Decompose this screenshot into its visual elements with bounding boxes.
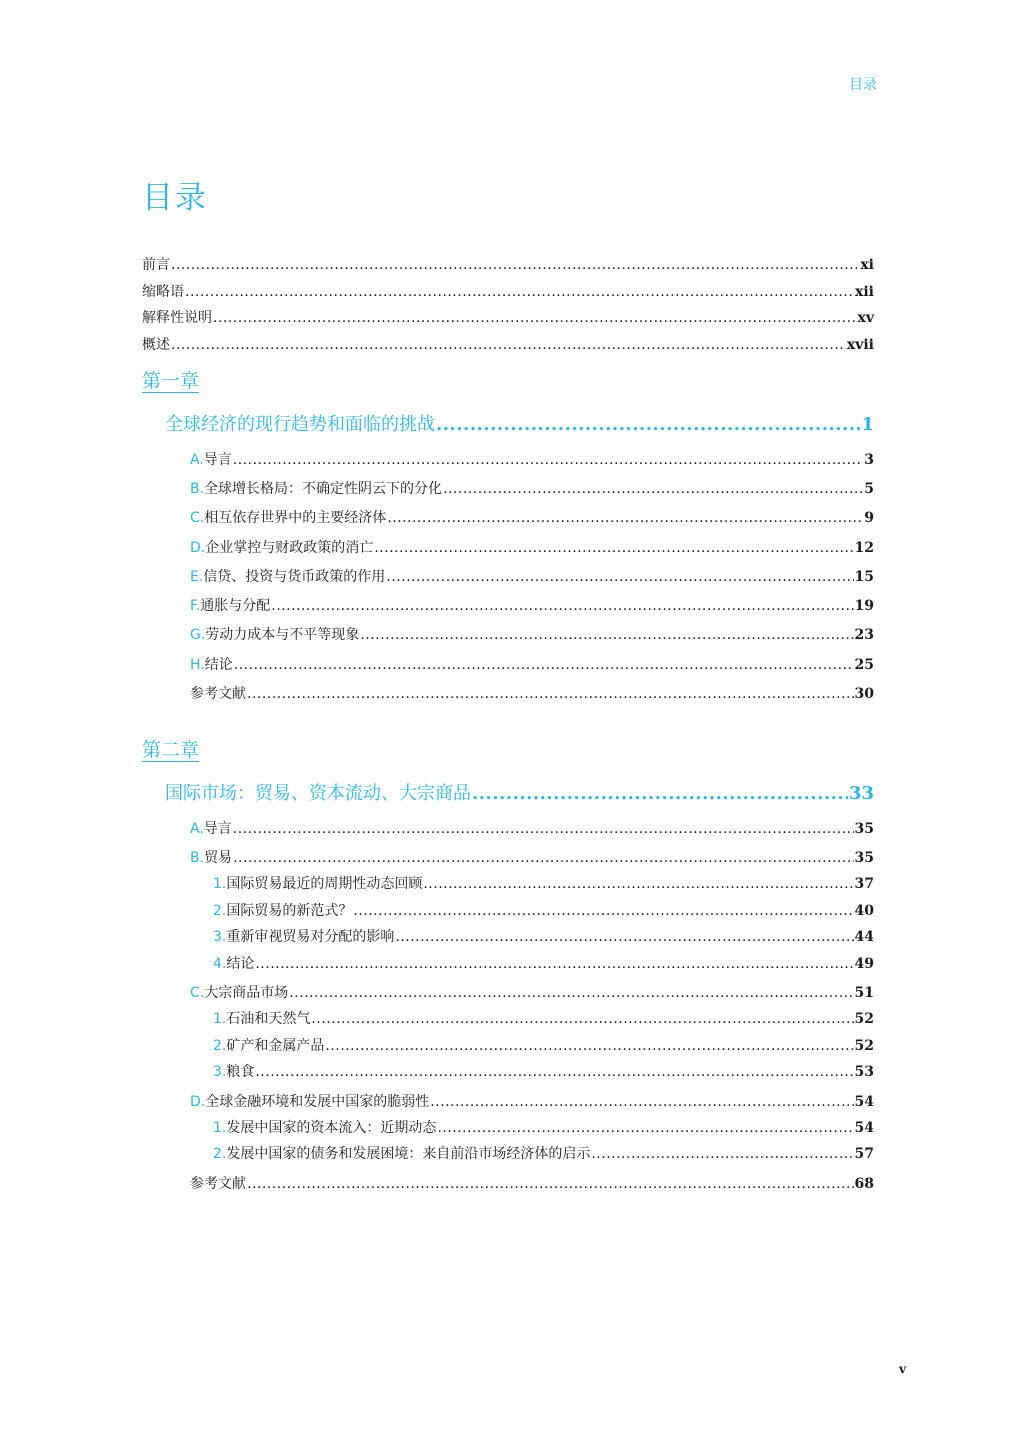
toc-section[interactable] [190, 818, 874, 838]
subsection-page: 44 [854, 929, 874, 945]
section-letter: C. [190, 985, 205, 1001]
running-header: 目录 [849, 77, 877, 93]
leader-dots [325, 1038, 853, 1054]
leader-dots [233, 821, 854, 837]
subsection-label: 矿产和金属产品 [226, 1038, 325, 1054]
toc-entry-explanatory-notes[interactable] [142, 307, 874, 327]
leader-dots [374, 540, 853, 556]
section-label: 全球增长格局：不确定性阴云下的分化 [204, 481, 443, 497]
chapter-1-title-entry[interactable] [165, 410, 874, 436]
section-page: 35 [854, 821, 874, 837]
toc-section[interactable] [190, 847, 874, 867]
subsection-page: 52 [854, 1011, 874, 1027]
section-letter: A. [190, 452, 204, 468]
section-page: 35 [854, 850, 874, 866]
leader-dots [436, 414, 860, 435]
section-label: 导言 [203, 821, 232, 837]
subsection-page: 52 [854, 1038, 874, 1054]
section-page: 54 [854, 1094, 874, 1110]
toc-subsection[interactable] [213, 1008, 874, 1028]
subsection-page: 53 [854, 1064, 874, 1080]
chapter-2-title-entry[interactable] [165, 779, 874, 805]
subsection-number: 1. [213, 876, 227, 892]
section-label: 全球金融环境和发展中国家的脆弱性 [205, 1094, 430, 1110]
subsection-label: 国际贸易最近的周期性动态回顾 [226, 876, 423, 892]
toc-entry-label: 前言 [142, 257, 170, 273]
section-letter: D. [190, 1094, 206, 1110]
toc-section[interactable] [190, 566, 874, 586]
subsection-label: 国际贸易的新范式？ [226, 903, 353, 919]
section-label: 导言 [203, 452, 232, 468]
toc-subsection[interactable] [213, 926, 874, 946]
leader-dots [437, 1120, 853, 1136]
toc-subsection[interactable] [213, 1143, 874, 1163]
leader-dots [233, 850, 853, 866]
toc-entry-label: 解释性说明 [142, 310, 212, 326]
leader-dots [353, 903, 853, 919]
leader-dots [213, 310, 857, 326]
subsection-label: 结论 [226, 956, 255, 972]
toc-subsection[interactable] [213, 1117, 874, 1137]
subsection-number: 3. [213, 1064, 227, 1080]
subsection-number: 1. [213, 1120, 227, 1136]
leader-dots [234, 657, 854, 673]
section-page: 15 [854, 569, 874, 585]
section-label: 贸易 [204, 850, 233, 866]
section-page: 51 [854, 985, 874, 1001]
section-label: 大宗商品市场 [204, 985, 289, 1001]
subsection-number: 2. [213, 1146, 227, 1162]
toc-section[interactable] [190, 537, 874, 557]
section-label: 通胀与分配 [200, 598, 271, 614]
section-letter: A. [190, 821, 204, 837]
page-title: 目录 [142, 180, 208, 216]
subsection-number: 1. [213, 1011, 227, 1027]
section-letter: F. [190, 598, 201, 614]
toc-section[interactable] [190, 1091, 874, 1111]
leader-dots [171, 337, 846, 353]
toc-entry-page: 33 [848, 783, 874, 804]
leader-dots [311, 1011, 853, 1027]
section-page: 19 [854, 598, 874, 614]
toc-section[interactable] [190, 478, 874, 498]
subsection-number: 3. [213, 929, 227, 945]
section-letter: C. [190, 510, 205, 526]
subsection-label: 重新审视贸易对分配的影响 [226, 929, 395, 945]
toc-subsection[interactable] [213, 1061, 874, 1081]
toc-subsection[interactable] [213, 873, 874, 893]
section-letter: B. [190, 481, 205, 497]
toc-entry-page: xii [855, 284, 874, 300]
section-page: 23 [854, 627, 874, 643]
subsection-number: 2. [213, 1038, 227, 1054]
subsection-page: 57 [854, 1146, 874, 1162]
leader-dots [271, 598, 853, 614]
leader-dots [289, 985, 853, 1001]
section-letter: G. [190, 627, 206, 643]
subsection-label: 发展中国家的债务和发展困境：来自前沿市场经济体的启示 [226, 1146, 591, 1162]
leader-dots [591, 1146, 853, 1162]
subsection-page: 37 [854, 876, 874, 892]
toc-subsection[interactable] [213, 953, 874, 973]
section-page: 25 [854, 657, 874, 673]
toc-subsection[interactable] [213, 1035, 874, 1055]
chapter-1-number[interactable]: 第一章 [142, 370, 200, 392]
leader-dots [443, 481, 863, 497]
section-letter: H. [190, 657, 205, 673]
references-label: 参考文献 [190, 686, 246, 702]
toc-entry-preface[interactable] [142, 254, 874, 274]
leader-dots [360, 627, 853, 643]
leader-dots [233, 452, 863, 468]
toc-section[interactable] [190, 982, 874, 1002]
toc-section[interactable] [190, 624, 874, 644]
leader-dots [255, 1064, 853, 1080]
toc-subsection[interactable] [213, 900, 874, 920]
section-letter: D. [190, 540, 206, 556]
leader-dots [386, 569, 853, 585]
subsection-label: 发展中国家的资本流入：近期动态 [226, 1120, 437, 1136]
section-label: 企业掌控与财政政策的消亡 [205, 540, 374, 556]
toc-references[interactable] [190, 683, 874, 703]
section-page: 5 [864, 481, 874, 497]
section-label: 结论 [204, 657, 233, 673]
chapter-title: 全球经济的现行趋势和面临的挑战 [165, 414, 435, 435]
toc-section[interactable] [190, 449, 874, 469]
leader-dots [387, 510, 863, 526]
section-page: 9 [864, 510, 874, 526]
leader-dots [247, 1176, 854, 1192]
leader-dots [430, 1094, 853, 1110]
section-label: 劳动力成本与不平等现象 [205, 627, 360, 643]
chapter-2-number[interactable]: 第二章 [142, 739, 200, 761]
toc-references[interactable] [190, 1173, 874, 1193]
leader-dots [423, 876, 853, 892]
subsection-label: 粮食 [226, 1064, 255, 1080]
section-label: 信贷、投资与货币政策的作用 [203, 569, 386, 585]
section-page: 12 [854, 540, 874, 556]
section-letter: B. [190, 850, 205, 866]
leader-dots [255, 956, 853, 972]
section-label: 相互依存世界中的主要经济体 [204, 510, 387, 526]
toc-entry-overview[interactable] [142, 334, 874, 354]
section-letter: E. [190, 569, 204, 585]
subsection-page: 49 [854, 956, 874, 972]
page-number: v [899, 1362, 906, 1376]
subsection-number: 4. [213, 956, 227, 972]
references-label: 参考文献 [190, 1176, 246, 1192]
toc-section[interactable] [190, 654, 874, 674]
references-page: 30 [854, 686, 874, 702]
references-page: 68 [854, 1176, 874, 1192]
toc-entry-page: xvii [846, 337, 874, 353]
toc-section[interactable] [190, 595, 874, 615]
toc-section[interactable] [190, 507, 874, 527]
toc-entry-abbreviations[interactable] [142, 281, 874, 301]
leader-dots [171, 257, 859, 273]
leader-dots [185, 284, 854, 300]
toc-entry-page: xi [860, 257, 874, 273]
subsection-page: 40 [854, 903, 874, 919]
toc-entry-page: 1 [861, 414, 874, 435]
toc-entry-page: xv [857, 310, 874, 326]
toc-entry-label: 概述 [142, 337, 170, 353]
leader-dots [395, 929, 853, 945]
leader-dots [247, 686, 854, 702]
subsection-number: 2. [213, 903, 227, 919]
subsection-page: 54 [854, 1120, 874, 1136]
section-page: 3 [864, 452, 874, 468]
leader-dots [472, 783, 848, 804]
toc-entry-label: 缩略语 [142, 284, 184, 300]
subsection-label: 石油和天然气 [226, 1011, 311, 1027]
chapter-title: 国际市场：贸易、资本流动、大宗商品 [165, 783, 471, 804]
